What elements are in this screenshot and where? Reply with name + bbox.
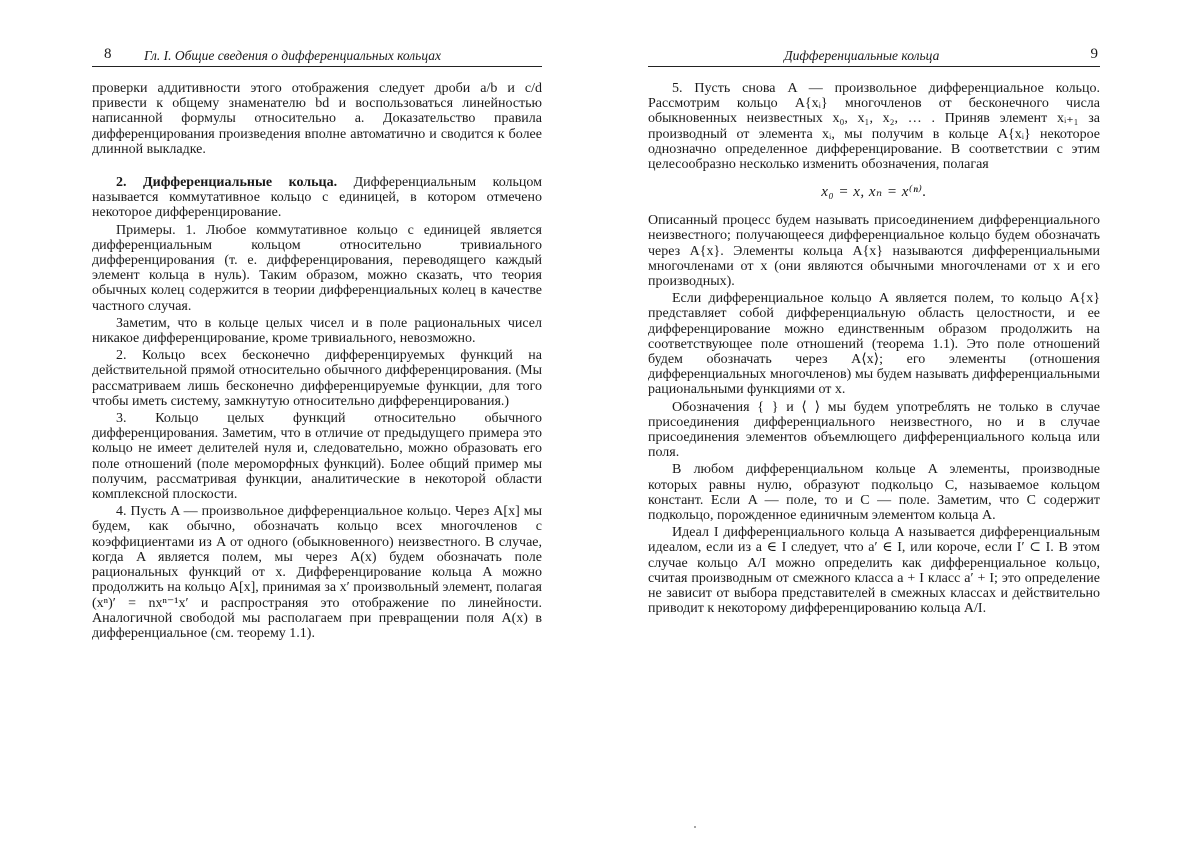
left-paragraph: Заметим, что в кольце целых чисел и в поле рациональных чисел никакое дифференцирование, кроме тривиального, невозможно. [92, 315, 542, 347]
right-paragraph: Описанный процесс будем называть присоединением дифференциального неизвестного; получающееся дифференциальное кольцо будем обозначать через A{x}. Элементы кольца A{x} называются дифференциальными многочленами от x (они являются обычными многочленами от x и его производных). [648, 213, 1100, 290]
right-paragraph: В любом дифференциальном кольце A элементы, производные которых равны нулю, образуют подкольцо C, называемое кольцом констант. Если A — поле, то и C — поле. Заметим, что C содержит подкольцо, порожденное единичным элементом кольца A. [648, 462, 1100, 524]
section-heading: 2. Дифференциальные кольца. [116, 175, 338, 191]
right-paragraph: Обозначения { } и ⟨ ⟩ мы будем употреблять не только в случае присоединения дифференциального неизвестного, но и в случае присоединения элементов объемлющего дифференциального кольца или поля. [648, 399, 1100, 461]
left-paragraph: 3. Кольцо целых функций относительно обычного дифференцирования. Заметим, что в отличие от предыдущего примера это кольцо не имеет делителей нуля и, следовательно, можно образовать его поле отношений (поле мероморфных функций). Более общий пример мы получим, рассматривая функции, аналитические в некоторой области комплексной плоскости. [92, 411, 542, 503]
left-running-head: Гл. I. Общие сведения о дифференциальных кольцах [144, 48, 441, 63]
right-page-header [648, 42, 1100, 67]
left-paragraph: 4. Пусть A — произвольное дифференциальное кольцо. Через A[x] мы будем, как обычно, обозначать кольцо всех многочленов с коэффициентами из A от одного (обыкновенного) неизвестного. В случае, когда A является полем, мы через A(x) будем обозначать поле рациональных функций от x. Дифференцирование кольца A можно продолжить на кольцо A[x], принимая за x′ произвольный элемент, полагая (xⁿ)′ = nxⁿ⁻¹x′ и распространяя это отображение по линейности. Аналогичной свободой мы располагаем при превращении поля A(x) в дифференциальное (см. теорему 1.1). [92, 504, 542, 641]
right-page-body-top [648, 81, 1100, 172]
right-paragraph: 5. Пусть снова A — произвольное дифференциальное кольцо. Рассмотрим кольцо A{xᵢ} многочленов от бесконечного числа обыкновенных неизвестных x₀, x₁, x₂, … . Приняв элемент xᵢ₊₁ за производный от элемента xᵢ, мы получим в кольце A{xᵢ} некоторое однозначно определенное дифференцирование. В соответствии с этим целесообразно несколько изменить обозначения, полагая [648, 81, 1100, 173]
formula: x₀ = x, xₙ = x⁽ⁿ⁾. [821, 184, 927, 201]
right-paragraph: Если дифференциальное кольцо A является полем, то кольцо A{x} представляет собой дифференциальную область целостности, и ее дифференцирование можно единственным образом продолжить на соответствующее поле отношений (теорема 1.1). Это поле отношений будем обозначать через A⟨x⟩; его элементы (отношения дифференциальных многочленов) мы будем называть дифференциальными рациональными функциями от x. [648, 291, 1100, 398]
left-page-header [92, 42, 542, 67]
scan-speck [694, 826, 696, 828]
right-paragraph: Идеал I дифференциального кольца A называется дифференциальным идеалом, если из a ∈ I следует, что a′ ∈ I, или короче, если I′ ⊂ I. В этом случае кольцо A/I можно определить как дифференциальное кольцо, считая производным от смежного класса a + I класс a′ + I; это определение не зависит от выбора представителей в смежных классах и действительно приводит к некоторому дифференцированию кольца A/I. [648, 525, 1100, 617]
right-page [648, 42, 1100, 619]
right-page-body-bottom [648, 213, 1100, 616]
left-paragraph: Примеры. 1. Любое коммутативное кольцо с единицей является дифференциальным кольцом относительно тривиального дифференцирования (т. е. дифференцирования, переводящего каждый элемент кольца в нуль). Таким образом, можно сказать, что теория обычных колец содержится в теории дифференциальных колец в качестве частного случая. [92, 222, 542, 314]
left-page [92, 42, 542, 643]
left-page-body [92, 81, 542, 641]
right-page-number: 9 [1090, 46, 1098, 62]
left-paragraph: 2. Дифференциальные кольца. Дифференциальным кольцом называется коммутативное кольцо с единицей, в котором отмечено некоторое дифференцирование. [92, 175, 542, 221]
left-page-number: 8 [104, 46, 112, 62]
left-paragraph: проверки аддитивности этого отображения следует дроби a/b и c/d привести к общему знаменателю bd и воспользоваться линейностью написанной формулы относительно a. Доказательство правила дифференцирования произведения вполне автоматично и сводится к более длинной выкладке. [92, 81, 542, 157]
left-paragraph: 2. Кольцо всех бесконечно дифференцируемых функций на действительной прямой относительно обычного дифференцирования. (Мы рассматриваем лишь бесконечно дифференцируемые функции, для того чтобы иметь систему, замкнутую относительно дифференцирования.) [92, 348, 542, 409]
right-running-head: Дифференциальные кольца [784, 48, 940, 63]
